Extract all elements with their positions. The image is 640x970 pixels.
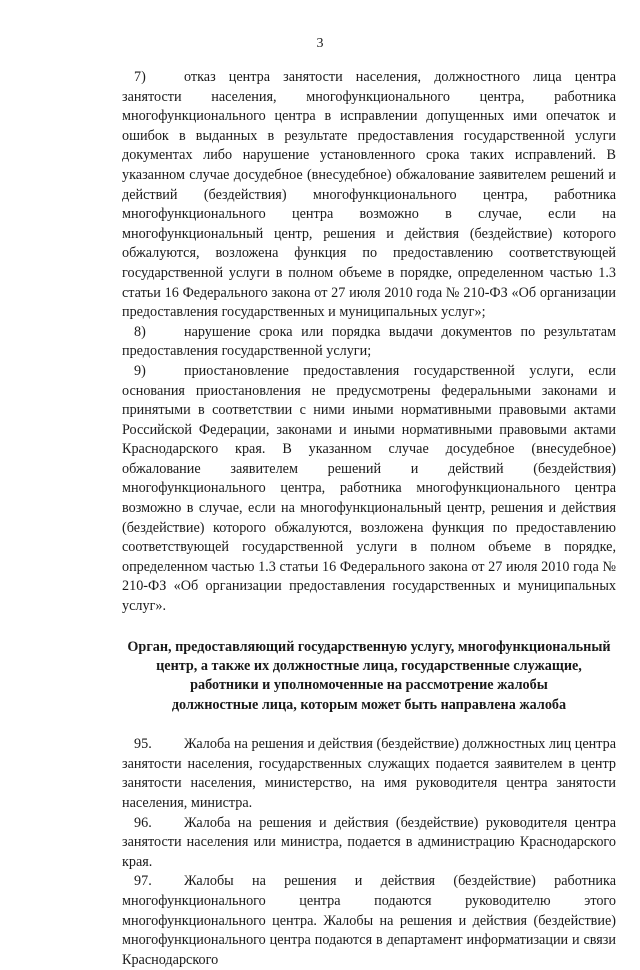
list-item-7 bbox=[122, 68, 616, 323]
document-body bbox=[122, 68, 616, 970]
paragraph-97 bbox=[122, 872, 616, 970]
list-item-number: 9) bbox=[134, 362, 146, 379]
section-heading bbox=[122, 638, 616, 716]
list-item-9 bbox=[122, 362, 616, 617]
list-item-8 bbox=[122, 323, 616, 362]
heading-line: работники и уполномоченные на рассмотрение жалобы bbox=[190, 677, 548, 694]
heading-line: центр, а также их должностные лица, государственные служащие, bbox=[156, 658, 582, 675]
list-item-text: нарушение срока или порядка выдачи документов по результатам предоставления государственной услуги; bbox=[122, 323, 616, 360]
heading-line: должностные лица, которым может быть направлена жалоба bbox=[171, 696, 567, 713]
paragraph-number: 97. bbox=[134, 873, 152, 890]
heading-line: Орган, предоставляющий государственную услугу, многофункциональный bbox=[127, 638, 611, 655]
list-item-number: 8) bbox=[134, 323, 146, 340]
page-number: 3 bbox=[316, 36, 324, 51]
paragraph-text: Жалоба на решения и действия (бездействие) должностных лиц центра занятости населения, государственных служащих подается заявителем в центр занятости населения, министерство, на имя руководителя центра занятости населения, министра. bbox=[122, 736, 616, 812]
list-item-number: 7) bbox=[134, 69, 146, 85]
paragraph-95 bbox=[122, 735, 616, 813]
paragraph-text: Жалоба на решения и действия (бездействие) руководителя центра занятости населения или министра, подается в администрацию Краснодарского края. bbox=[122, 814, 616, 870]
paragraph-96 bbox=[122, 814, 616, 873]
list-item-text: отказ центра занятости населения, должностного лица центра занятости населения, многофункционального центра, работника многофункционального центра в исправлении допущенных ими опечаток и ошибок в выданных в результате предоставления государственной услуги документах либо нарушение установленного срока таких исправлений. В указанном случае досудебное (внесудебное) обжалование заявителем решений и действий (бездействия) многофункционального центра, работника многофункционального центра возможно в случае, если на многофункциональный центр, решения и действия (бездействие) которого обжалуются, возложена функция по предоставлению соответствующей государственной услуги в полном объеме в порядке, определенном частью 1.3 статьи 16 Федерального закона от 27 июля 2010 года № 210-ФЗ «Об организации предоставления государственных и муниципальных услуг»; bbox=[122, 69, 616, 321]
list-item-text: приостановление предоставления государственной услуги, если основания приостановления не предусмотрены федеральными законами и принятыми в соответствии с ними иными нормативными правовыми актами Российской Федерации, законами и иными нормативными правовыми актами Краснодарского края. В указанном случае досудебное (внесудебное) обжалование заявителем решений и действий (бездействия) многофункционального центра, работника многофункционального центра возможно в случае, если на многофункциональный центр, решения и действия (бездействие) которого обжалуются, возложена функция по предоставлению соответствующей государственной услуги в полном объеме в порядке, определенном частью 1.3 статьи 16 Федерального закона от 27 июля 2010 года № 210-ФЗ «Об организации предоставления государственных и муниципальных услуг». bbox=[122, 362, 616, 615]
paragraph-text: Жалобы на решения и действия (бездействие) работника многофункционального центра подаются руководителю этого многофункционального центра. Жалобы на решения и действия (бездействие) многофункционального центра подаются в департамент информатизации и связи Краснодарского bbox=[122, 873, 616, 968]
paragraph-number: 96. bbox=[134, 814, 152, 831]
paragraph-number: 95. bbox=[134, 736, 152, 753]
